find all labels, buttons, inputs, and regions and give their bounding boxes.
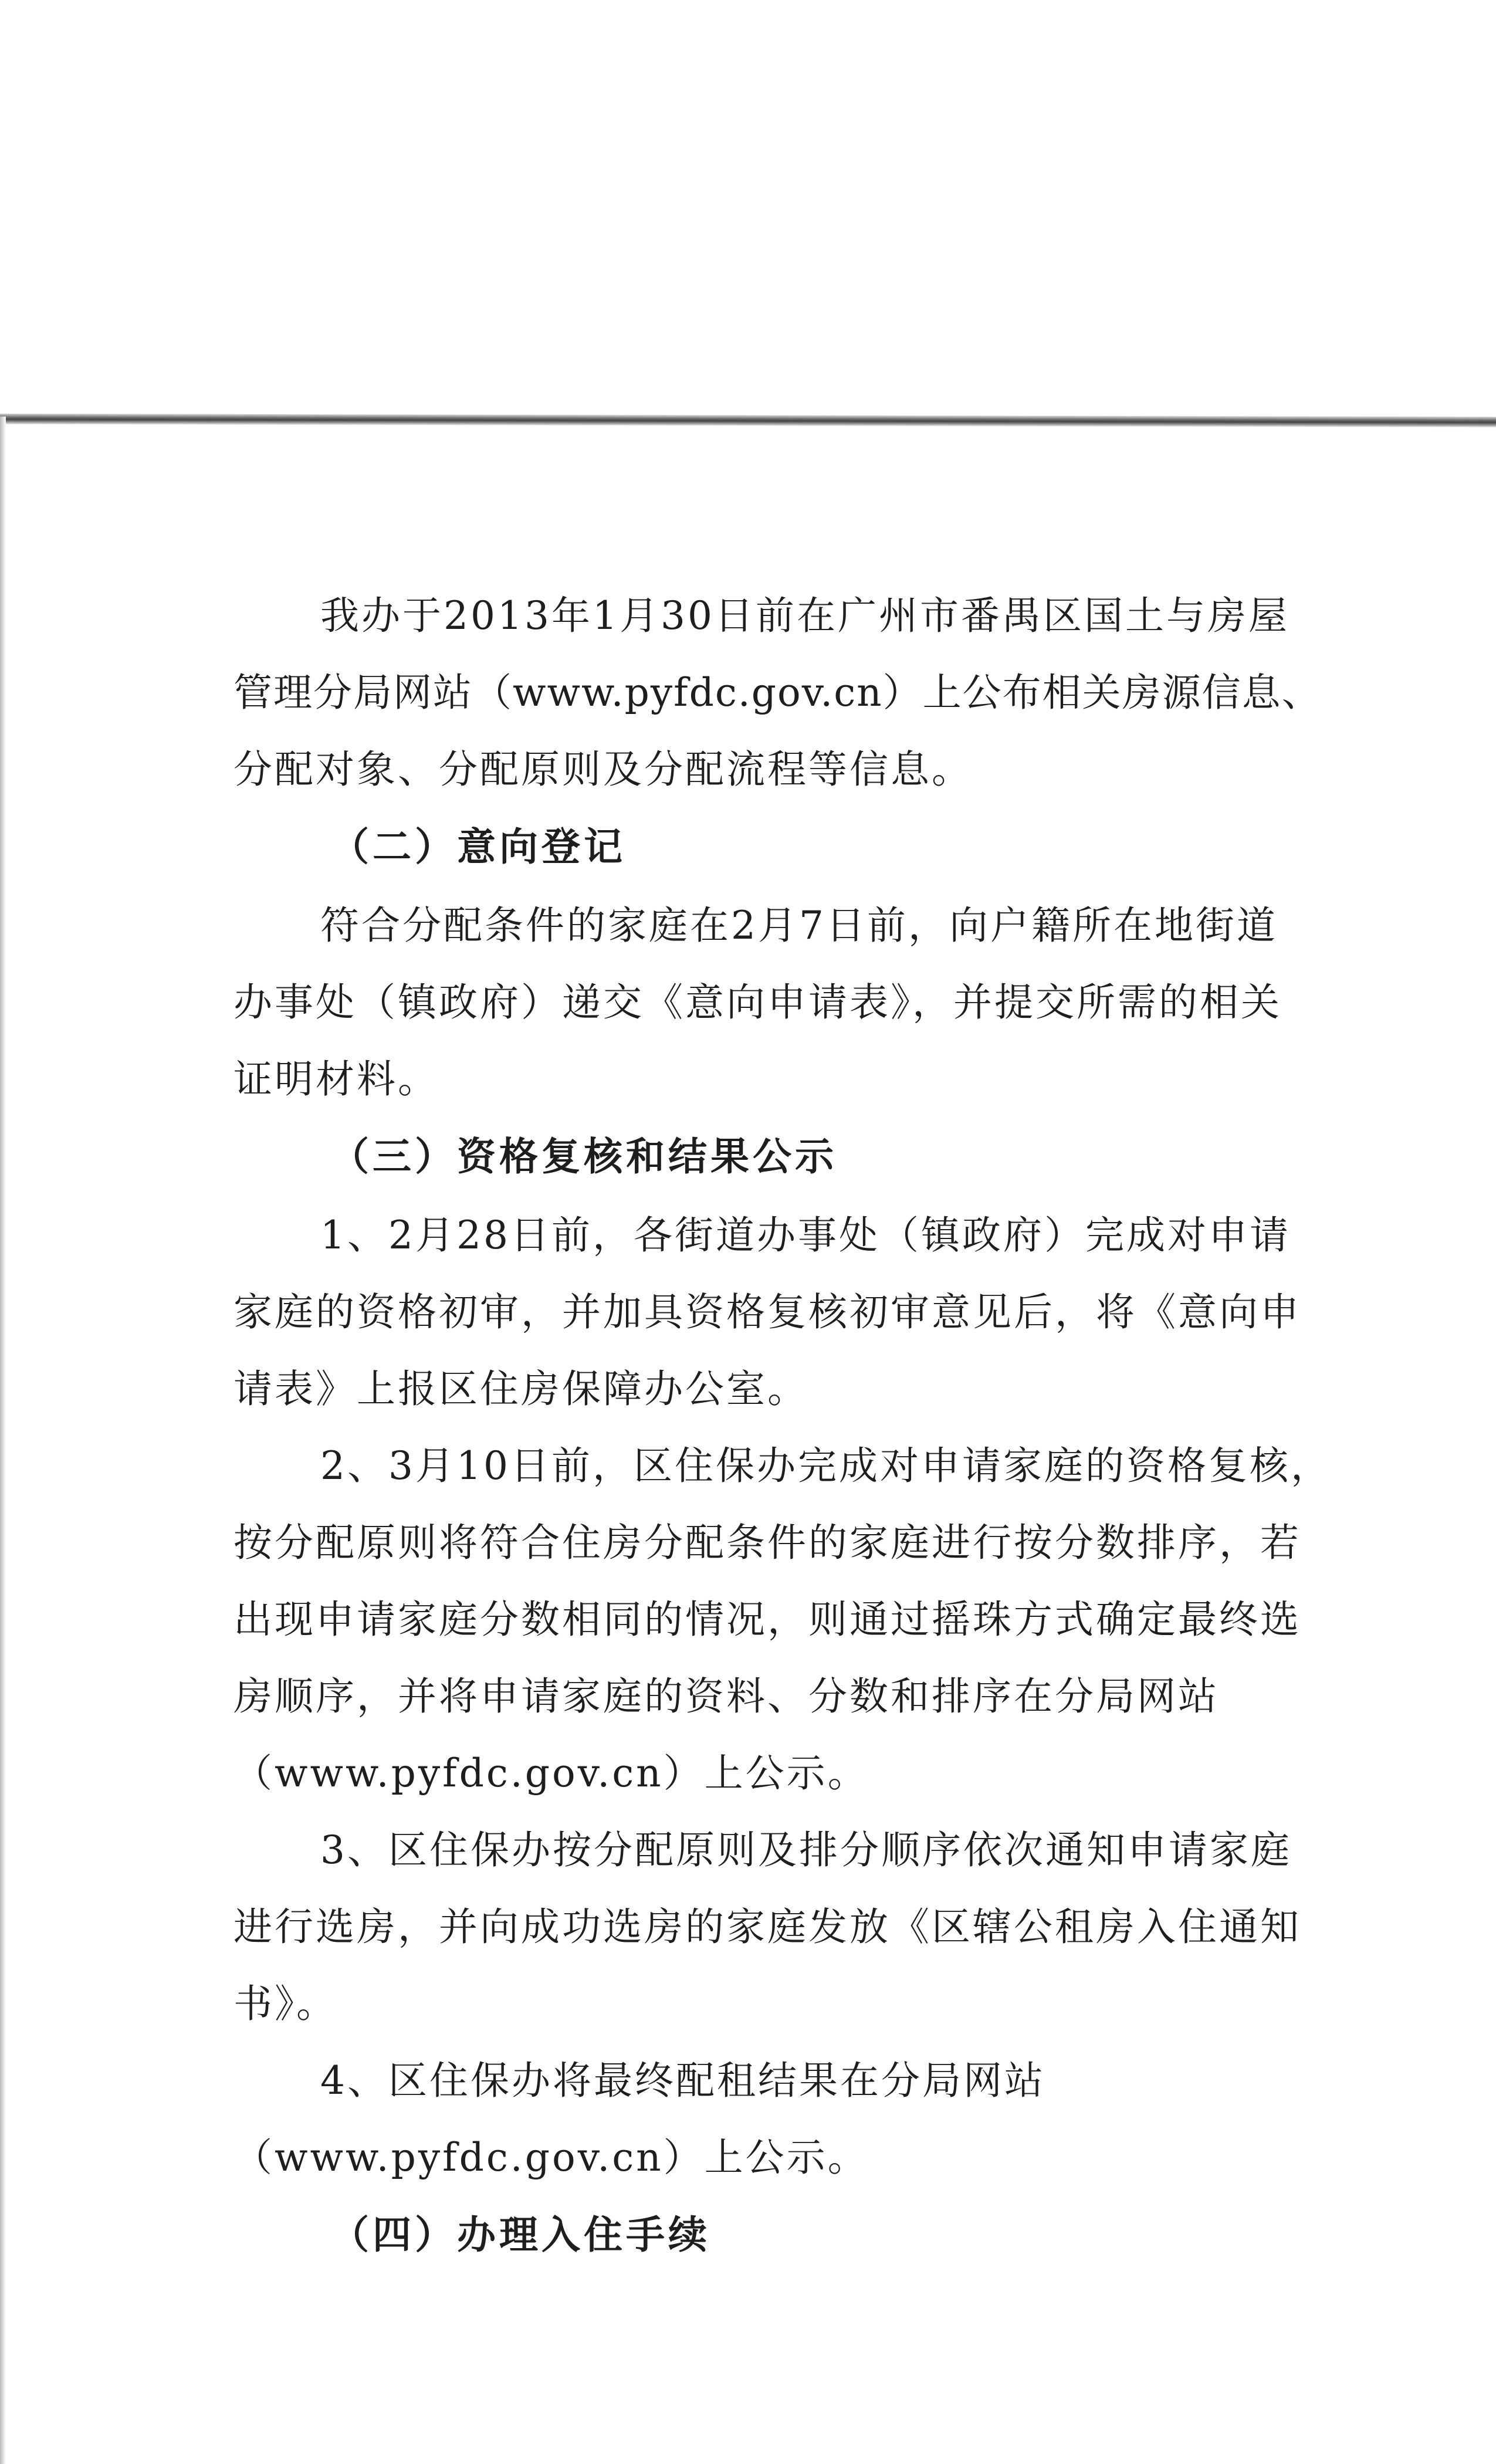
paragraph-line: 2、3月10日前，区住保办完成对申请家庭的资格复核， (320, 1443, 1332, 1488)
section-heading: （二）意向登记 (330, 824, 626, 869)
section-heading: （三）资格复核和结果公示 (330, 1133, 837, 1179)
paragraph-line: 按分配原则将符合住房分配条件的家庭进行按分数排序，若 (233, 1520, 1301, 1565)
paragraph-line: 1、2月28日前，各街道办事处（镇政府）完成对申请 (320, 1213, 1291, 1258)
scan-fold-line (0, 414, 1496, 427)
paragraph-line: 房顺序，并将申请家庭的资料、分数和排序在分局网站 (233, 1674, 1219, 1719)
scan-edge-shadow (0, 417, 6, 2464)
paragraph-line: （www.pyfdc.gov.cn）上公示。 (233, 1751, 869, 1796)
paragraph-line: 出现申请家庭分数相同的情况，则通过摇珠方式确定最终选 (233, 1597, 1301, 1642)
paragraph-line: 分配对象、分配原则及分配流程等信息。 (233, 747, 973, 792)
paragraph-line: 书》。 (233, 1981, 337, 2026)
paragraph-line: 家庭的资格初审，并加具资格复核初审意见后，将《意向申 (233, 1289, 1301, 1335)
paragraph-line: （www.pyfdc.gov.cn）上公示。 (233, 2135, 869, 2180)
paragraph-line: 管理分局网站（www.pyfdc.gov.cn）上公布相关房源信息、 (233, 670, 1322, 715)
paragraph-line: 3、区住保办按分配原则及排分顺序依次通知申请家庭 (320, 1827, 1292, 1873)
paragraph-line: 我办于2013年1月30日前在广州市番禺区国土与房屋 (320, 593, 1289, 638)
section-heading: （四）办理入住手续 (330, 2212, 710, 2257)
paragraph-line: 进行选房，并向成功选房的家庭发放《区辖公租房入住通知 (233, 1904, 1301, 1949)
paragraph-line: 请表》上报区住房保障办公室。 (233, 1366, 808, 1412)
paragraph-line: 4、区住保办将最终配租结果在分局网站 (320, 2058, 1045, 2103)
paragraph-line: 符合分配条件的家庭在2月7日前，向户籍所在地街道 (320, 903, 1278, 948)
paragraph-line: 证明材料。 (233, 1057, 439, 1102)
paragraph-line: 办事处（镇政府）递交《意向申请表》，并提交所需的相关 (233, 980, 1282, 1025)
document-body (233, 593, 1332, 2290)
